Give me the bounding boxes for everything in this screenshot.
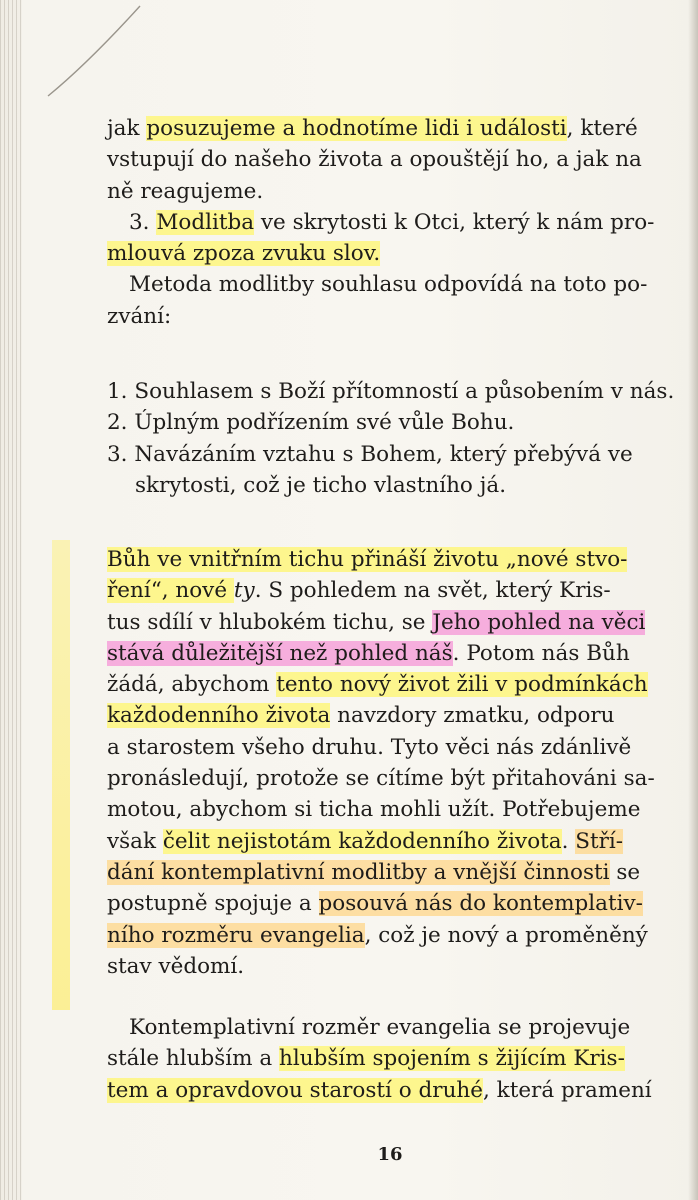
text-line: motou, abychom si ticha mohli užít. Potřebujeme [107, 797, 641, 823]
highlight: mlouvá zpoza zvuku slov. [107, 241, 381, 267]
text-line: zvání: [107, 303, 172, 329]
pink-highlight: Jeho pohled na věci [432, 609, 646, 635]
list-item: 2. Úplným podřízením své vůle Bohu. [107, 410, 515, 436]
paragraph-intro [107, 113, 667, 332]
highlight: Bůh ve vnitřním tichu přináší životu „nové stvo- [107, 547, 628, 572]
text-line: ně reagujeme. [107, 178, 264, 204]
highlight: ření“, nové [107, 578, 234, 604]
text-line: postupně spojuje a posouvá nás do kontemplativ- [107, 891, 643, 917]
highlight: každodenního života [107, 703, 331, 729]
text-line: stává důležitější než pohled náš. Potom nás Bůh [107, 640, 630, 666]
text-line: pronásledují, protože se cítíme být přitahováni sa- [107, 766, 655, 792]
text-line: ního rozměru evangelia, což je nový a proměněný [107, 922, 648, 948]
text-line: tus sdílí v hlubokém tichu, se Jeho pohled na věci [107, 609, 646, 635]
list-item-continuation: skrytosti, což je ticho vlastního já. [135, 472, 507, 498]
text-line: Metoda modlitby souhlasu odpovídá na toto po- [129, 272, 648, 298]
text-line [107, 544, 667, 575]
text-line: ření“, nové ty. S pohledem na svět, který Kris- [107, 578, 611, 604]
list-item: 1. Souhlasem s Boží přítomností a působením v nás. [107, 379, 675, 404]
highlight: Stří- [575, 828, 624, 854]
highlight: tento nový život žili v podmínkách [276, 672, 648, 698]
pink-highlight: stává důležitější než pohled náš [107, 640, 453, 666]
binding-shadow [688, 0, 698, 1200]
text-line [107, 238, 667, 269]
text-line: každodenního života navzdory zmatku, odporu [107, 703, 615, 729]
text-line: žádá, abychom tento nový život žili v podmínkách [107, 672, 648, 698]
text-line: Kontemplativní rozměr evangelia se projevuje [129, 1015, 631, 1040]
highlight: posuzujeme a hodnotíme lidi i události [146, 116, 567, 141]
page-number: 16 [377, 1144, 403, 1165]
text-line: vstupují do našeho života a opouštějí ho, a jak na [107, 147, 642, 173]
page-edge [0, 0, 22, 1200]
paragraph-final [107, 1012, 667, 1106]
margin-highlight-mark [52, 540, 70, 1010]
highlight: hlubším spojením s žijícím Kris- [279, 1046, 625, 1072]
highlight: ního rozměru evangelia [107, 922, 365, 948]
pencil-stroke [30, 0, 150, 110]
text-line: jak posuzujeme a hodnotíme lidi i události, které [107, 116, 638, 141]
text-line: stále hlubším a hlubším spojením s žijícím Kris- [107, 1046, 625, 1072]
text-line: 3. Modlitba ve skrytosti k Otci, který k nám pro- [129, 209, 655, 235]
text-line: a starostem všeho druhu. Tyto věci nás zdánlivě [107, 734, 632, 760]
highlight: posouvá nás do kontemplativ- [318, 891, 643, 917]
highlight: Modlitba [156, 209, 255, 235]
paragraph-main [107, 544, 667, 982]
text-line: stav vědomí. [107, 953, 245, 979]
text-line: dání kontemplativní modlitby a vnější činnosti se [107, 859, 641, 885]
list-item: 3. Navázáním vztahu s Bohem, který přebývá ve [107, 441, 633, 467]
highlight: tem a opravdovou starostí o druhé [107, 1077, 483, 1103]
text-line: však čelit nejistotám každodenního života. Stří- [107, 828, 624, 854]
highlight: čelit nejistotám každodenního života [162, 828, 562, 854]
numbered-list [107, 376, 675, 501]
text-line: tem a opravdovou starostí o druhé, která pramení [107, 1077, 652, 1103]
highlight: dání kontemplativní modlitby a vnější činnosti [107, 859, 610, 885]
